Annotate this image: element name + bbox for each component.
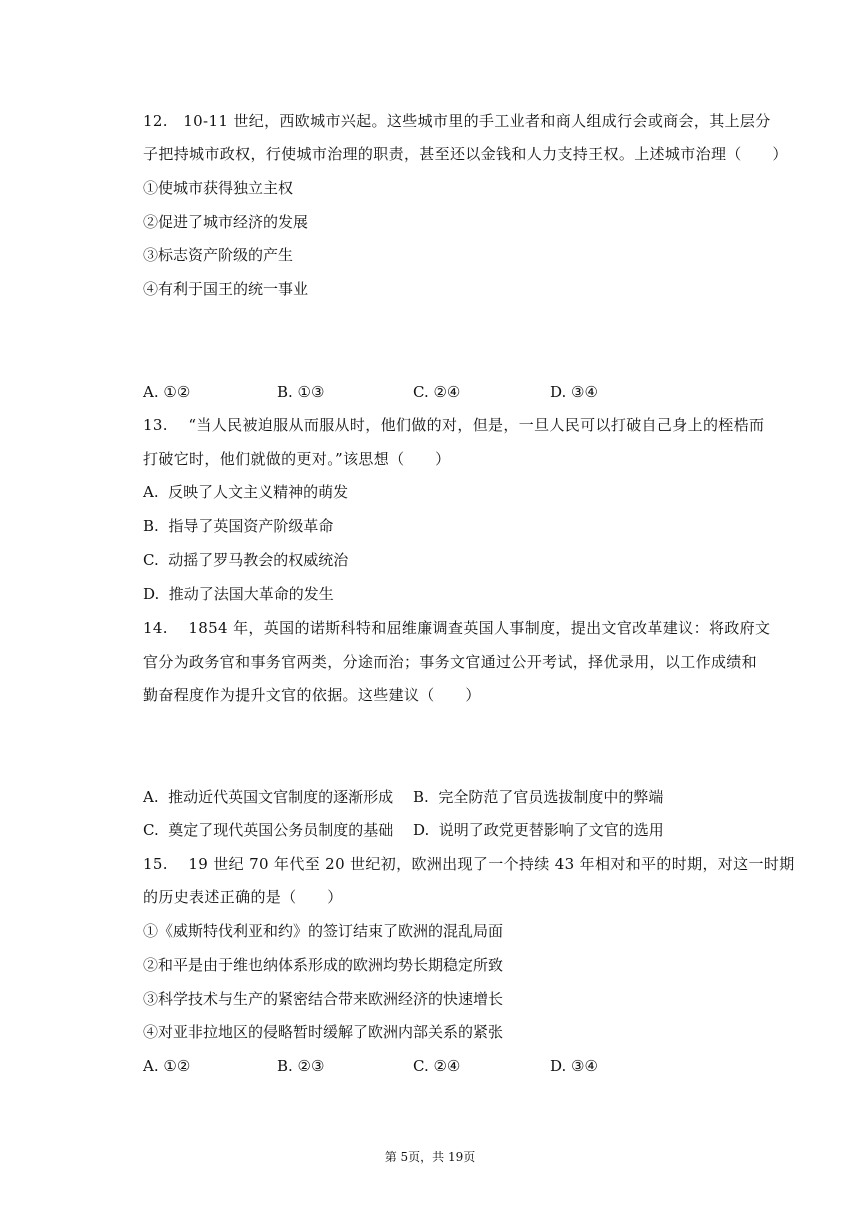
question-12-option-d: D. ③④: [550, 383, 598, 401]
question-14-option-a: A. 推动近代英国文官制度的逐渐形成: [143, 788, 394, 806]
question-14-option-c: C. 奠定了现代英国公务员制度的基础: [143, 821, 394, 839]
question-14-stem-line-3: 勤奋程度作为提升文官的依据。这些建议（ ）: [143, 686, 481, 704]
question-14-stem-line-2: 官分为政务官和事务官两类，分途而治；事务文官通过公开考试，择优录用，以工作成绩和: [143, 653, 758, 671]
question-15-item-3: ③科学技术与生产的紧密结合带来欧洲经济的快速增长: [143, 990, 504, 1008]
question-12-item-4: ④有利于国王的统一事业: [143, 280, 309, 298]
question-12-option-c: C. ②④: [413, 383, 461, 401]
question-13-option-a: A. 反映了人文主义精神的萌发: [143, 483, 349, 501]
question-12-item-3: ③标志资产阶级的产生: [143, 246, 294, 264]
question-14-option-d: D. 说明了政党更替影响了文官的选用: [413, 821, 664, 839]
question-12-option-b: B. ①③: [277, 383, 325, 401]
question-15-stem-line-2: 的历史表述正确的是（ ）: [143, 888, 343, 906]
question-15-option-a: A. ①②: [143, 1057, 191, 1075]
question-12-item-2: ②促进了城市经济的发展: [143, 213, 309, 231]
question-13-option-d: D. 推动了法国大革命的发生: [143, 585, 334, 603]
question-12-option-a: A. ①②: [143, 383, 191, 401]
question-13-stem-line-2: 打破它时，他们就做的更对。”该思想（ ）: [143, 450, 451, 468]
question-15-item-4: ④对亚非拉地区的侵略暂时缓解了欧洲内部关系的紧张: [143, 1023, 504, 1041]
question-12-stem-line-1: 12. 10-11 世纪，西欧城市兴起。这些城市里的手工业者和商人组成行会或商会，其上层分: [143, 112, 771, 130]
question-15-stem-line-1: 15. 19 世纪 70 年代至 20 世纪初，欧洲出现了一个持续 43 年相对和平的时期，对这一时期: [143, 855, 795, 873]
question-15-option-b: B. ②③: [277, 1057, 325, 1075]
question-14-stem-line-1: 14. 1854 年，英国的诺斯科特和屈维廉调查英国人事制度，提出文官改革建议：将政府文: [143, 619, 771, 637]
question-15-option-d: D. ③④: [550, 1057, 598, 1075]
question-13-stem-line-1: 13. “当人民被迫服从而服从时，他们做的对，但是，一旦人民可以打破自己身上的桎梏而: [143, 416, 765, 434]
question-13-option-c: C. 动摇了罗马教会的权威统治: [143, 551, 349, 569]
page-footer: 第 5页，共 19页: [384, 1150, 476, 1164]
question-13-option-b: B. 指导了英国资产阶级革命: [143, 517, 334, 535]
question-12-item-1: ①使城市获得独立主权: [143, 179, 294, 197]
question-12-stem-line-2: 子把持城市政权，行使城市治理的职责，甚至还以金钱和人力支持王权。上述城市治理（ ）: [143, 145, 788, 163]
question-15-option-c: C. ②④: [413, 1057, 461, 1075]
question-14-option-b: B. 完全防范了官员选拔制度中的弊端: [413, 788, 664, 806]
question-15-item-1: ①《威斯特伐利亚和约》的签订结束了欧洲的混乱局面: [143, 922, 504, 940]
question-15-item-2: ②和平是由于维也纳体系形成的欧洲均势长期稳定所致: [143, 956, 504, 974]
